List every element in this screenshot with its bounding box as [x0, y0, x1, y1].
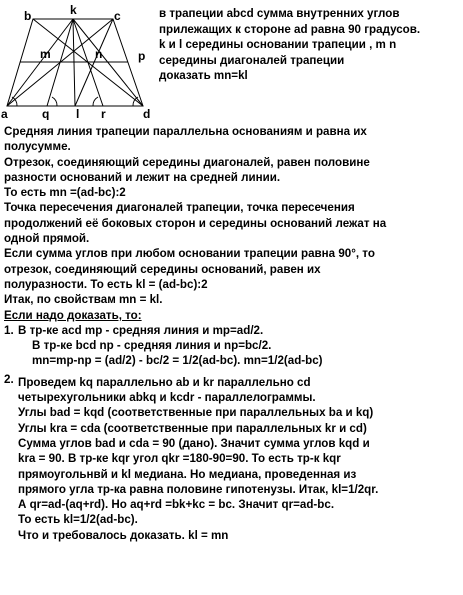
task-line: доказать mn=kl — [159, 69, 248, 82]
solution-line: разности оснований и лежит на средней линии. — [4, 170, 281, 184]
label-r: r — [101, 107, 106, 120]
label-q: q — [42, 107, 50, 120]
label-m: m — [40, 47, 51, 61]
solution-line: полуразности. То есть kl = (ad-bc):2 — [4, 277, 208, 291]
task-line: k и l середины основании трапеции , m n — [159, 38, 397, 51]
solution-line: Точка пересечения диагоналей трапеции, точка пересечения — [4, 201, 355, 215]
step-line: Что и требовалось доказать. kl = mn — [18, 528, 229, 542]
step-line: kra = 90. В тр-ке kqr угол qkr =180-90=90. То есть тр-к kqr — [18, 452, 341, 466]
label-p: p — [138, 49, 146, 63]
step-line: Сумма углов bad и cda = 90 (дано). Значит сумма углов kqd и — [18, 436, 370, 450]
task-statement — [159, 6, 461, 84]
solution-line: Отрезок, соединяющий середины диагоналей, равен половине — [4, 155, 370, 169]
step-line: Углы kra = cda (соответственные при параллельных kr и cd) — [18, 421, 367, 435]
label-n: n — [95, 47, 103, 61]
step-line: В тр-ке acd mp - средняя линия и mp=ad/2. — [18, 323, 264, 337]
angle-arc-q — [52, 97, 57, 106]
solution-line: отрезок, соединяющий середины оснований, равен их — [4, 262, 321, 276]
step-line: mn=mp-np = (ad/2) - bc/2 = 1/2(ad-bc). mn=1/2(ad-bc) — [32, 354, 323, 368]
step-line: Проведем kq параллельно ab и kr параллельно cd — [18, 375, 311, 389]
step-line: То есть kl=1/2(ad-bc). — [18, 513, 138, 527]
solution-line: Если сумма углов при любом основании трапеции равна 90°, то — [4, 247, 375, 261]
label-c: c — [114, 9, 121, 23]
step-line: четырехугольники abkq и kcdr - параллелограммы. — [18, 391, 316, 405]
solution-line: одной прямой. — [4, 232, 90, 246]
solution-line: То есть mn =(ad-bc):2 — [4, 186, 126, 200]
trapezoid-figure — [0, 0, 152, 120]
task-line: середины диагоналей трапеции — [159, 53, 345, 67]
step-line: Углы bad = kqd (соответственные при параллельных ba и kq) — [18, 406, 374, 420]
step-line: прямого угла тр-ка равна половине гипотенузы. Итак, kl=1/2qr. — [18, 482, 379, 496]
label-b: b — [24, 9, 32, 23]
step-line: А qr=ad-(aq+rd). Но aq+rd =bk+kc = bc. Значит qr=ad-bc. — [18, 498, 335, 512]
step-number: 1. — [4, 323, 14, 337]
solution-line: полусумме. — [4, 140, 71, 154]
proof-step-1 — [4, 323, 460, 369]
solution-line: Итак, по свойствам mn = kl. — [4, 293, 163, 307]
step-number: 2. — [4, 372, 14, 386]
label-a: a — [1, 107, 8, 120]
label-d: d — [143, 107, 151, 120]
solution-line: продолжений её боковых сторон и середины оснований лежат на — [4, 216, 387, 230]
task-line: прилежащих к стороне ad равна 90 градусов. — [159, 22, 421, 36]
angle-arc-r — [93, 97, 98, 106]
proof-step-2 — [4, 372, 460, 543]
step-line: прямоугольнвй и kl медиана. Но медиана, проведенная из — [18, 467, 357, 481]
task-line: в трапеции abcd сумма внутренних углов — [159, 7, 400, 20]
solution-text — [4, 124, 460, 543]
label-l: l — [76, 107, 80, 120]
proof-heading: Если надо доказать, то: — [4, 308, 142, 322]
label-k: k — [70, 3, 77, 17]
step-line: В тр-ке bcd np - средняя линия и np=bc/2. — [32, 339, 272, 353]
solution-line: Средняя линия трапеции параллельна основаниям и равна их — [4, 125, 367, 138]
